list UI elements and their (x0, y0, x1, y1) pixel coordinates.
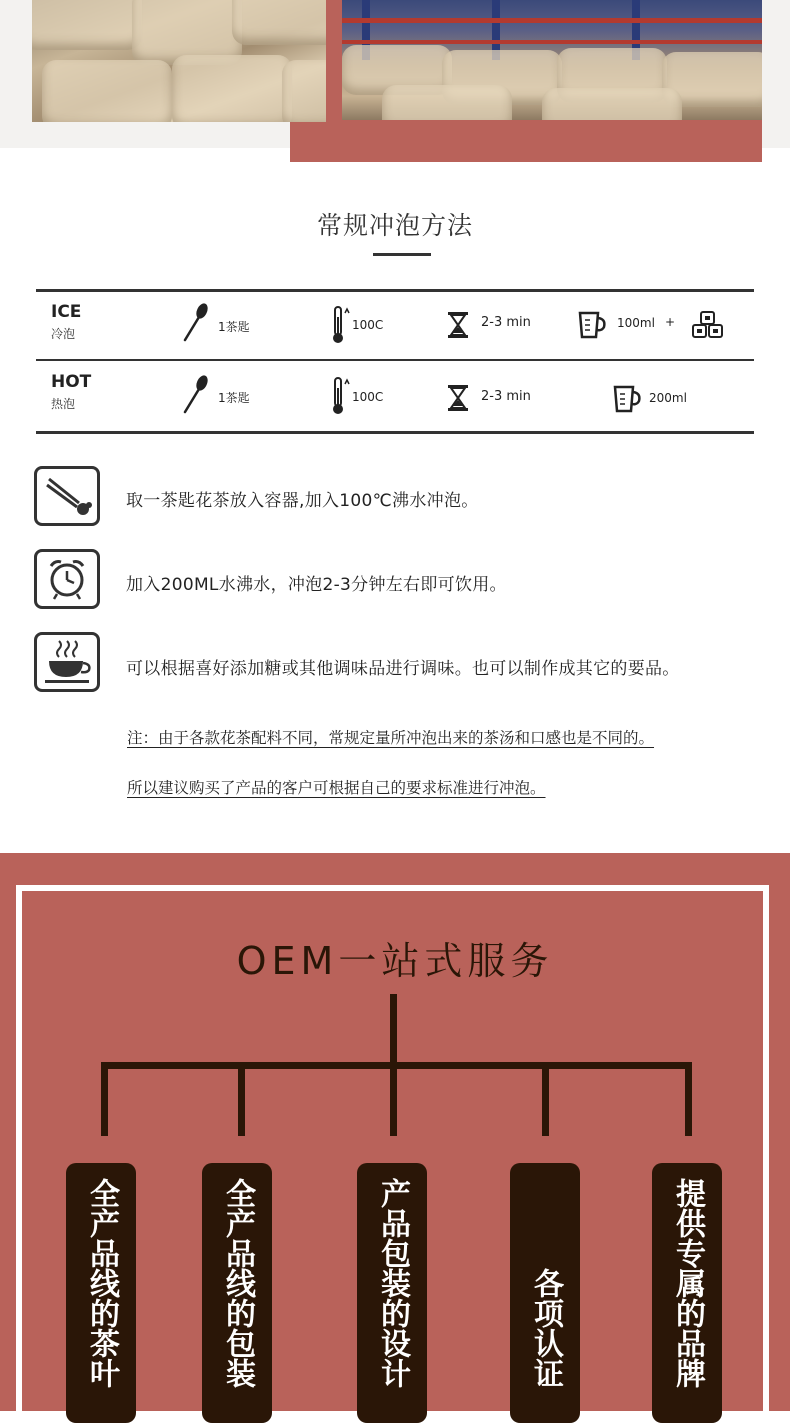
tree-branch (101, 1062, 108, 1136)
hourglass-icon (447, 384, 469, 412)
water-amount: 100ml (617, 316, 655, 330)
temperature-value: 100C (352, 390, 384, 404)
oem-service-item: 产品包装的设计 (357, 1163, 427, 1423)
alarm-clock-icon (34, 549, 100, 609)
title-underline (373, 253, 431, 256)
steaming-cup-icon (34, 632, 100, 692)
tea-tongs-icon (34, 466, 100, 526)
thermometer-icon (330, 376, 350, 416)
plus-sign: + (665, 315, 676, 329)
measuring-cup-icon (612, 384, 642, 414)
note-line-1: 注：由于各款花茶配料不同，常规定量所冲泡出来的茶汤和口感也是不同的。 (127, 729, 655, 747)
ice-cubes-icon (691, 310, 725, 340)
thermometer-icon (330, 305, 350, 345)
tree-branch (685, 1062, 692, 1136)
oem-service-item: 全产品线的包装 (202, 1163, 272, 1423)
water-amount: 200ml (649, 391, 687, 405)
spoon-icon (180, 374, 210, 414)
steep-time: 2-3 min (481, 315, 531, 330)
table-top-rule (36, 289, 754, 292)
oem-service-item: 提供专属的品牌 (652, 1163, 722, 1423)
mode-label-zh: 热泡 (51, 397, 76, 411)
tree-branch (390, 1062, 397, 1136)
tree-branch (542, 1062, 549, 1136)
spoon-amount: 1茶匙 (218, 391, 250, 405)
oem-service-item: 各项认证 (510, 1163, 580, 1423)
oem-service-item: 全产品线的茶叶 (66, 1163, 136, 1423)
table-bottom-rule (36, 431, 754, 434)
oem-title: OEM一站式服务 (236, 939, 554, 983)
mode-label-en: HOT (51, 372, 92, 392)
warehouse-photo (342, 0, 762, 120)
tree-trunk (390, 994, 397, 1066)
mode-label-en: ICE (51, 302, 82, 322)
hourglass-icon (447, 311, 469, 339)
table-middle-rule (36, 359, 754, 361)
spoon-icon (180, 302, 210, 342)
tree-branch (238, 1062, 245, 1136)
tea-sacks-photo (32, 0, 326, 122)
brew-section-title: 常规冲泡方法 (316, 211, 473, 240)
step-3-text: 可以根据喜好添加糖或其他调味品进行调味。也可以制作成其它的要品。 (126, 659, 680, 679)
temperature-value: 100C (352, 318, 384, 332)
step-1-text: 取一茶匙花茶放入容器,加入100℃沸水冲泡。 (126, 491, 479, 511)
measuring-cup-icon (577, 310, 607, 340)
note-line-2: 所以建议购买了产品的客户可根据自己的要求标准进行冲泡。 (127, 779, 546, 797)
steep-time: 2-3 min (481, 389, 531, 404)
mode-label-zh: 冷泡 (51, 327, 76, 341)
step-2-text: 加入200ML水沸水，冲泡2-3分钟左右即可饮用。 (126, 575, 507, 595)
spoon-amount: 1茶匙 (218, 320, 250, 334)
